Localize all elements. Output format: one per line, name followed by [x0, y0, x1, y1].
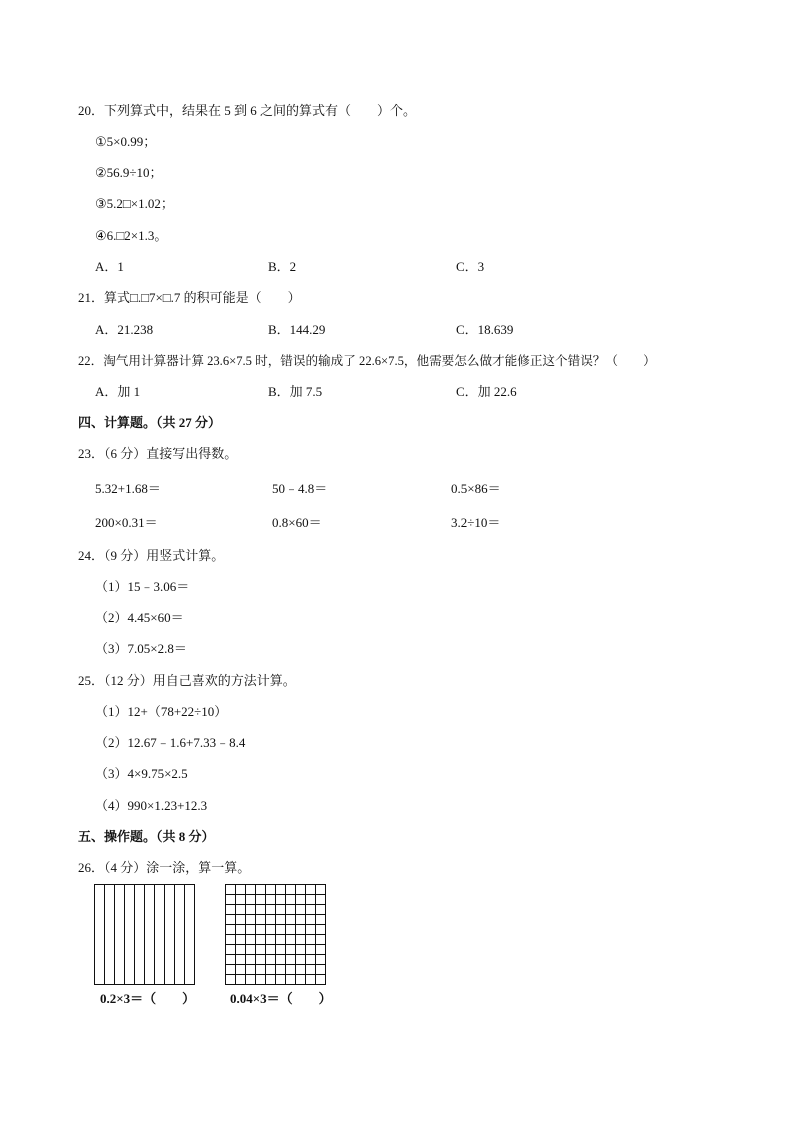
q25-item-2: （2）12.67﹣1.6+7.33﹣8.4: [95, 735, 246, 750]
q24-item-1: （1）15﹣3.06＝: [95, 579, 190, 594]
q25-item-1: （1）12+（78+22÷10）: [95, 704, 228, 719]
q24-item-2: （2）4.45×60＝: [95, 610, 184, 625]
q20-item-2: ②56.9÷10；: [95, 165, 163, 180]
q20-option-b: B．2: [268, 259, 297, 274]
q20-item-4: ④6.□2×1.3。: [95, 228, 168, 243]
q25-item-4: （4）990×1.23+12.3: [95, 798, 208, 813]
q21-option-b: B．144.29: [268, 322, 326, 337]
q23-cell: 50﹣4.8＝: [272, 481, 328, 496]
q22-stem: 22．淘气用计算器计算 23.6×7.5 时，错误的输成了 22.6×7.5，他需要怎么做才能修正这个错误？（ ）: [78, 354, 656, 368]
q21-option-c: C．18.639: [456, 322, 514, 337]
q25-item-3: （3）4×9.75×2.5: [95, 766, 188, 781]
q26-stem: 26．（4 分）涂一涂，算一算。: [78, 860, 251, 875]
q26-caption-1: 0.2×3＝（ ）: [100, 991, 196, 1006]
q20-option-a: A．1: [95, 259, 124, 274]
q23-stem: 23．（6 分）直接写出得数。: [78, 446, 238, 461]
q23-cell: 5.32+1.68＝: [95, 481, 161, 496]
q22-option-c: C．加 22.6: [456, 384, 517, 399]
strip-diagram: [94, 884, 198, 988]
q23-cell: 0.5×86＝: [451, 481, 501, 496]
q21-stem: 21．算式□.□7×□.7 的积可能是（ ）: [78, 290, 301, 305]
q24-item-3: （3）7.05×2.8＝: [95, 641, 187, 656]
q25-stem: 25．（12 分）用自己喜欢的方法计算。: [78, 673, 296, 688]
q20-stem: 20．下列算式中，结果在 5 到 6 之间的算式有（ ）个。: [78, 103, 417, 118]
q20-item-1: ①5×0.99；: [95, 134, 157, 149]
q22-option-a: A．加 1: [95, 384, 141, 399]
q21-option-a: A．21.238: [95, 322, 154, 337]
q20-item-3: ③5.2□×1.02；: [95, 196, 174, 211]
section-4-heading: 四、计算题。（共 27 分）: [78, 415, 222, 430]
q22-option-b: B．加 7.5: [268, 384, 323, 399]
q23-cell: 0.8×60＝: [272, 515, 322, 530]
q20-option-c: C．3: [456, 259, 485, 274]
q23-cell: 3.2÷10＝: [451, 515, 501, 530]
hundred-grid-diagram: [225, 884, 329, 988]
q23-cell: 200×0.31＝: [95, 515, 158, 530]
q24-stem: 24．（9 分）用竖式计算。: [78, 548, 225, 563]
section-5-heading: 五、操作题。（共 8 分）: [78, 829, 215, 844]
q26-caption-2: 0.04×3＝（ ）: [230, 991, 332, 1006]
